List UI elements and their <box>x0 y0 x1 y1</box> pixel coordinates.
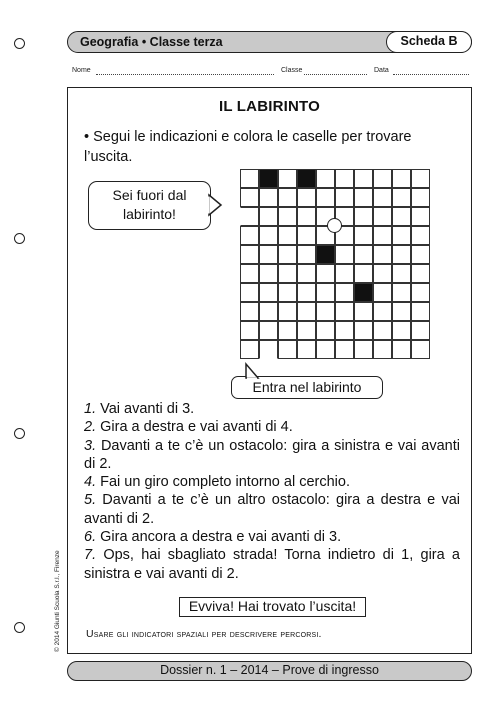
maze-cell[interactable] <box>373 207 392 226</box>
maze-cell[interactable] <box>240 264 259 283</box>
maze-cell[interactable] <box>240 188 259 207</box>
maze-cell[interactable] <box>278 207 297 226</box>
step-text: Davanti a te c’è un ostacolo: gira a sinistra e vai avanti di 2. <box>84 437 460 472</box>
maze-cell[interactable] <box>278 245 297 264</box>
step-number: 2. <box>84 419 97 436</box>
subject-label: Geografia • Classe terza <box>80 35 223 49</box>
maze-cell[interactable] <box>335 283 354 302</box>
class-field[interactable] <box>304 74 367 75</box>
maze-cell[interactable] <box>411 226 430 245</box>
maze-cell[interactable] <box>335 302 354 321</box>
maze-cell[interactable] <box>354 226 373 245</box>
name-field[interactable] <box>96 74 274 75</box>
maze-cell[interactable] <box>411 169 430 188</box>
maze-cell[interactable] <box>259 245 278 264</box>
maze-cell[interactable] <box>316 264 335 283</box>
step-text: Davanti a te c’è un altro ostacolo: gira a destra e vai avanti di 2. <box>84 492 460 527</box>
instruction-text: • Segui le indicazioni e colora le caselle per trovare l’uscita. <box>84 129 412 165</box>
maze-cell[interactable] <box>392 245 411 264</box>
step-item <box>84 437 460 474</box>
maze-cell[interactable] <box>411 340 430 359</box>
maze-cell[interactable] <box>278 283 297 302</box>
maze-circle-marker <box>327 218 342 233</box>
step-text: Ops, hai sbagliato strada! Torna indietro di 1, gira a sinistra e vai avanti di 2. <box>84 547 460 582</box>
maze-cell[interactable] <box>278 321 297 340</box>
maze-cell[interactable] <box>392 340 411 359</box>
maze-cell[interactable] <box>259 207 278 226</box>
maze-cell[interactable] <box>278 340 297 359</box>
maze-cell[interactable] <box>354 207 373 226</box>
maze-cell[interactable] <box>297 283 316 302</box>
maze-cell[interactable] <box>335 245 354 264</box>
maze-cell[interactable] <box>411 302 430 321</box>
entrance-label: Entra nel labirinto <box>252 379 362 395</box>
maze-cell[interactable] <box>297 321 316 340</box>
maze-cell[interactable] <box>392 226 411 245</box>
maze-cell[interactable] <box>373 283 392 302</box>
maze-cell[interactable] <box>354 264 373 283</box>
maze-cell[interactable] <box>297 340 316 359</box>
bubble-text: Sei fuori dal labirinto! <box>112 187 187 222</box>
maze-cell[interactable] <box>316 283 335 302</box>
maze-cell[interactable] <box>373 321 392 340</box>
maze-cell[interactable] <box>259 226 278 245</box>
name-label: Nome <box>72 67 91 74</box>
step-item <box>84 400 460 418</box>
maze-cell[interactable] <box>373 188 392 207</box>
entrance-pointer <box>246 364 260 378</box>
maze-cell[interactable] <box>373 340 392 359</box>
step-text: Fai un giro completo intorno al cerchio. <box>96 474 350 491</box>
outside-speech-bubble <box>88 181 211 230</box>
maze-cell[interactable] <box>259 188 278 207</box>
maze-cell[interactable] <box>411 207 430 226</box>
learning-objective: Usare gli indicatori spaziali per descrivere percorsi. <box>86 628 322 640</box>
maze-cell[interactable] <box>240 245 259 264</box>
maze-cell[interactable] <box>240 302 259 321</box>
entrance-speech-bubble <box>231 376 383 399</box>
maze-cell[interactable] <box>240 340 259 359</box>
maze-cell[interactable] <box>240 207 259 226</box>
maze-cell[interactable] <box>392 283 411 302</box>
maze-cell[interactable] <box>411 321 430 340</box>
maze-cell[interactable] <box>316 340 335 359</box>
copyright-notice: © 2014 Giunti Scuola S.r.l., Firenze <box>54 550 61 652</box>
binder-hole-lower <box>14 428 25 439</box>
step-text: Gira ancora a destra e vai avanti di 3. <box>96 529 342 546</box>
maze-cell[interactable] <box>240 321 259 340</box>
result-box: Evviva! Hai trovato l’uscita! <box>179 597 366 617</box>
step-item <box>84 546 460 583</box>
maze-cell[interactable] <box>259 283 278 302</box>
maze-cell[interactable] <box>278 169 297 188</box>
maze-cell[interactable] <box>259 321 278 340</box>
header-bar <box>67 31 472 53</box>
activity-frame <box>67 87 472 654</box>
maze-cell[interactable] <box>373 264 392 283</box>
maze-obstacle-cell[interactable] <box>297 169 316 188</box>
maze-cell[interactable] <box>259 264 278 283</box>
maze-cell[interactable] <box>392 169 411 188</box>
binder-hole-bottom <box>14 622 25 633</box>
maze-cell[interactable] <box>354 169 373 188</box>
maze-cell[interactable] <box>411 188 430 207</box>
maze-cell[interactable] <box>373 226 392 245</box>
class-label: Classe <box>281 67 303 74</box>
maze-cell[interactable] <box>297 188 316 207</box>
maze-cell[interactable] <box>373 245 392 264</box>
maze-cell[interactable] <box>259 302 278 321</box>
sheet-label: Scheda B <box>386 31 472 53</box>
maze-cell[interactable] <box>278 188 297 207</box>
maze-cell[interactable] <box>316 321 335 340</box>
maze-cell[interactable] <box>392 207 411 226</box>
maze-cell[interactable] <box>354 340 373 359</box>
step-number: 4. <box>84 474 97 491</box>
maze-cell[interactable] <box>373 169 392 188</box>
date-label: Data <box>374 67 389 74</box>
maze-cell[interactable] <box>335 264 354 283</box>
maze-cell[interactable] <box>335 321 354 340</box>
step-text: Gira a destra e vai avanti di 4. <box>96 419 293 436</box>
maze-cell[interactable] <box>411 283 430 302</box>
step-item <box>84 418 460 436</box>
maze-obstacle-cell[interactable] <box>259 169 278 188</box>
footer-bar: Dossier n. 1 – 2014 – Prove di ingresso <box>67 661 472 681</box>
bubble-pointer <box>209 195 223 215</box>
maze-cell[interactable] <box>240 169 259 188</box>
maze-cell[interactable] <box>297 207 316 226</box>
maze-cell[interactable] <box>240 283 259 302</box>
binder-hole-top <box>14 38 25 49</box>
step-number: 1. <box>84 401 97 417</box>
step-number: 6. <box>84 529 97 546</box>
maze-cell[interactable] <box>259 340 278 359</box>
maze-cell[interactable] <box>411 245 430 264</box>
maze-cell[interactable] <box>392 321 411 340</box>
maze-obstacle-cell[interactable] <box>354 283 373 302</box>
binder-hole-upper <box>14 233 25 244</box>
activity-title: IL LABIRINTO <box>218 98 320 115</box>
maze-cell[interactable] <box>335 169 354 188</box>
maze-cell[interactable] <box>278 226 297 245</box>
maze-cell[interactable] <box>411 264 430 283</box>
step-text: Vai avanti di 3. <box>96 401 195 417</box>
date-field[interactable] <box>393 74 469 75</box>
step-number: 7. <box>84 547 97 564</box>
maze-cell[interactable] <box>392 302 411 321</box>
maze-cell[interactable] <box>316 169 335 188</box>
maze-cell[interactable] <box>354 245 373 264</box>
maze-cell[interactable] <box>278 264 297 283</box>
maze-cell[interactable] <box>316 302 335 321</box>
maze-cell[interactable] <box>392 264 411 283</box>
step-item <box>84 473 460 491</box>
maze-cell[interactable] <box>297 302 316 321</box>
maze-cell[interactable] <box>373 302 392 321</box>
maze-cell[interactable] <box>392 188 411 207</box>
maze-cell[interactable] <box>335 340 354 359</box>
step-number: 3. <box>84 437 97 454</box>
maze-cell[interactable] <box>297 245 316 264</box>
step-item <box>84 528 460 546</box>
maze-cell[interactable] <box>240 226 259 245</box>
maze-cell[interactable] <box>297 264 316 283</box>
step-item <box>84 491 460 528</box>
maze-cell[interactable] <box>354 188 373 207</box>
maze-cell[interactable] <box>278 302 297 321</box>
maze-cell[interactable] <box>335 188 354 207</box>
step-number: 5. <box>84 492 97 509</box>
maze-cell[interactable] <box>297 226 316 245</box>
maze-cell[interactable] <box>354 302 373 321</box>
maze-cell[interactable] <box>316 188 335 207</box>
maze-obstacle-cell[interactable] <box>316 245 335 264</box>
step-list <box>84 400 460 583</box>
maze-cell[interactable] <box>354 321 373 340</box>
